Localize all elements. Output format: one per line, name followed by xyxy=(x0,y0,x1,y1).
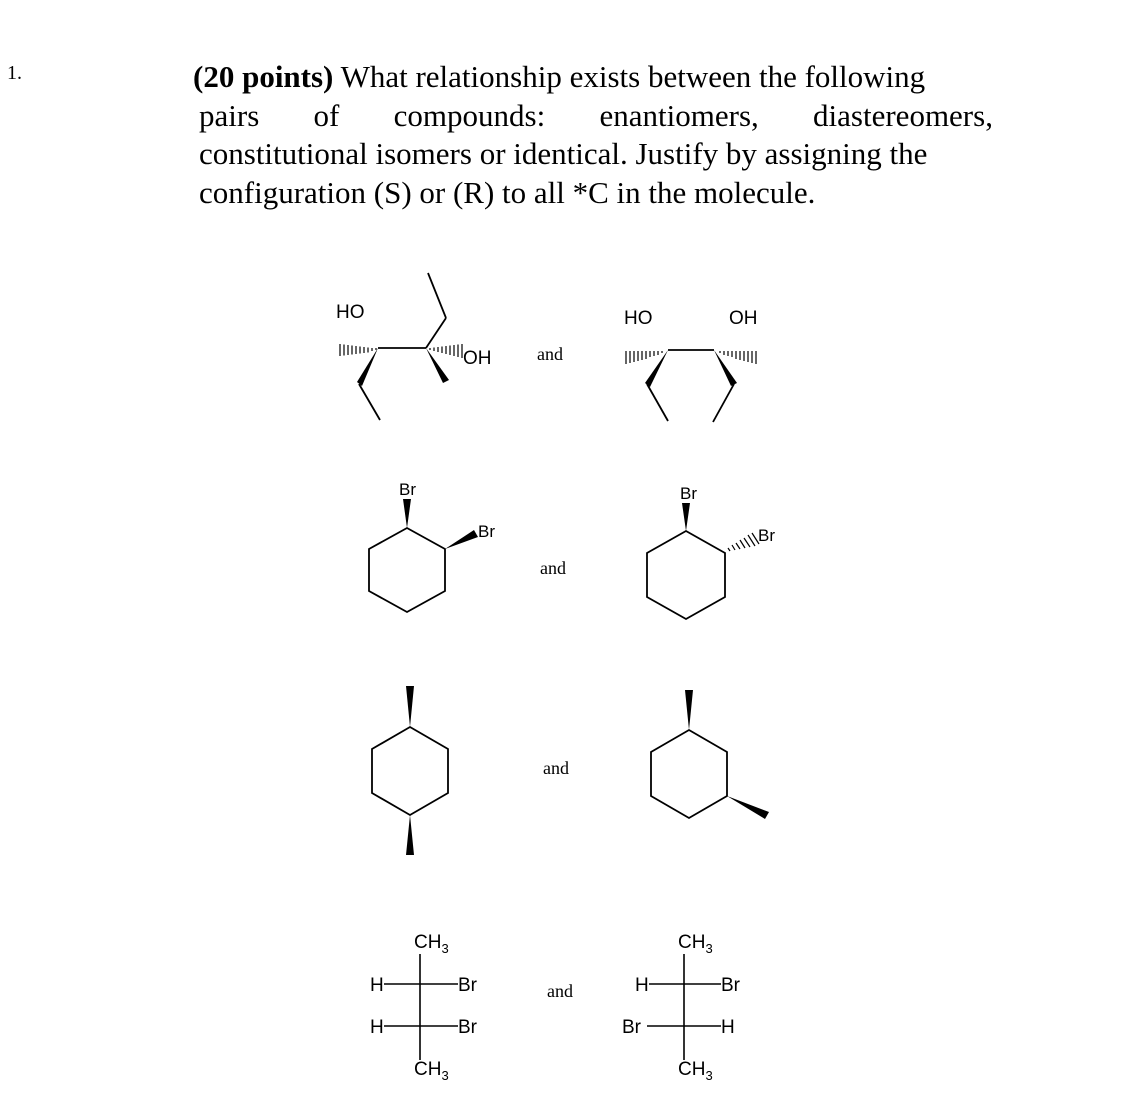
atom-label-oh: OH xyxy=(463,348,492,369)
question-line-4: configuration (S) or (R) to all *C in the molecule. xyxy=(199,174,816,210)
question-line-3: constitutional isomers or identical. Justify by assigning the xyxy=(199,136,928,171)
atom-label-br: Br xyxy=(399,480,416,499)
connector-and: and xyxy=(540,558,566,578)
wedge-bond xyxy=(357,348,378,386)
question-word: of xyxy=(313,97,340,133)
pair2-right-molecule xyxy=(647,503,759,619)
pair1-right-molecule xyxy=(626,350,756,422)
dash-bond xyxy=(728,533,759,551)
atom-label-oh: HO xyxy=(336,302,365,323)
question-line-1-text: What relationship exists between the following xyxy=(340,59,926,94)
atom-label-h: H xyxy=(370,975,384,996)
connector-and: and xyxy=(537,344,563,364)
atom-label-h: H xyxy=(635,975,649,996)
atom-label-br: Br xyxy=(478,522,495,541)
pair4-right-fischer xyxy=(647,954,721,1060)
wedge-bond xyxy=(406,815,414,855)
question-number: 1. xyxy=(7,62,22,84)
bond xyxy=(359,384,380,420)
wedge-bond xyxy=(406,686,414,727)
connector-and: and xyxy=(543,758,569,778)
question-word: compounds: xyxy=(393,97,546,133)
group-label-ch3: $CH_3$ xyxy=(678,932,713,956)
atom-label-br: Br xyxy=(758,526,775,545)
cyclohexane-ring xyxy=(647,531,725,619)
pair3-left-molecule xyxy=(372,686,448,855)
group-label-ch3: $CH_3$ xyxy=(678,1059,713,1083)
atom-label-h: H xyxy=(721,1017,735,1038)
atom-label-br: Br xyxy=(721,975,740,996)
wedge-bond xyxy=(445,530,478,549)
dash-bond xyxy=(720,351,756,364)
cyclohexane-ring xyxy=(372,727,448,815)
pair4-left-fischer xyxy=(384,954,458,1060)
group-label-ch3: $CH_3$ xyxy=(414,932,449,956)
dash-bond xyxy=(340,344,376,356)
question-word: enantiomers, xyxy=(599,97,759,133)
wedge-bond xyxy=(685,690,693,730)
wedge-bond xyxy=(727,796,769,819)
question-word: diastereomers, xyxy=(813,97,993,133)
connector-and: and xyxy=(547,981,573,1001)
atom-label-br: Br xyxy=(458,975,477,996)
atom-label-br: Br xyxy=(680,484,697,503)
wedge-bond xyxy=(645,350,668,387)
atom-label-br: Br xyxy=(622,1017,641,1038)
question-word: pairs xyxy=(199,97,260,133)
cyclohexane-ring xyxy=(369,528,445,612)
bond xyxy=(647,384,668,421)
pair1-left-molecule xyxy=(340,273,462,420)
bond xyxy=(426,318,446,348)
wedge-bond xyxy=(714,350,737,386)
atom-label-br: Br xyxy=(458,1017,477,1038)
dash-bond xyxy=(626,351,662,364)
atom-label-oh: OH xyxy=(729,308,758,329)
pair2-left-molecule xyxy=(369,499,478,612)
group-label-ch3: $CH_3$ xyxy=(414,1059,449,1083)
dash-bond xyxy=(430,344,462,358)
wedge-bond xyxy=(682,503,690,531)
pair3-right-molecule xyxy=(651,690,769,819)
question-points: (20 points) xyxy=(193,59,334,94)
bond xyxy=(428,273,446,318)
atom-label-oh: HO xyxy=(624,308,653,329)
atom-label-h: H xyxy=(370,1017,384,1038)
cyclohexane-ring xyxy=(651,730,727,818)
bond xyxy=(713,384,734,422)
wedge-bond xyxy=(403,499,411,528)
